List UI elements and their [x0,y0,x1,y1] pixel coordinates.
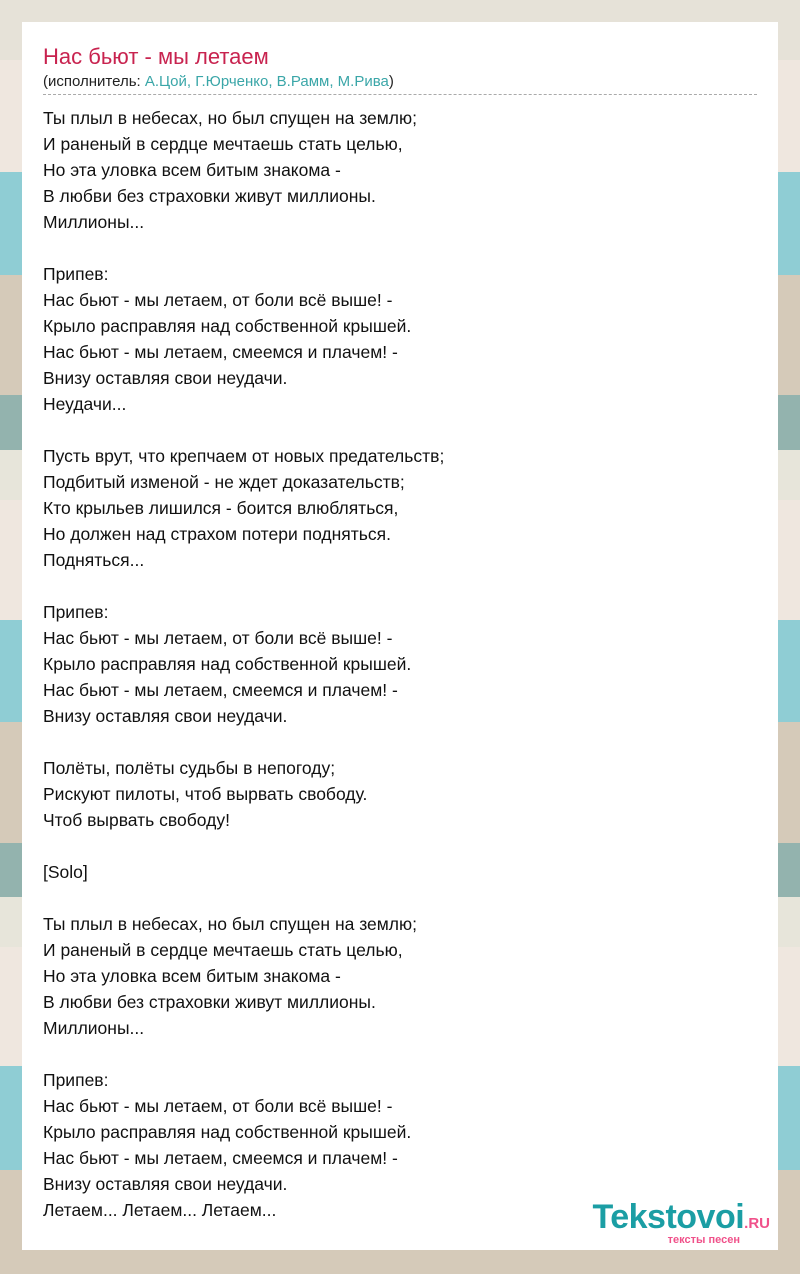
logo-tagline: тексты песен [667,1234,740,1246]
logo-main: Tekstovoi [592,1198,745,1236]
performer-links[interactable]: А.Цой, Г.Юрченко, В.Рамм, М.Рива [144,73,389,90]
lyrics-panel [22,22,778,1250]
lyrics-text: Ты плыл в небесах, но был спущен на землю; И раненый в сердце мечтаешь стать целью, Но эта уловка всем битым знакома - В любви без страховки живут миллионы. Миллионы... Припев: Нас бьют - мы летаем, от боли всё выше! - Крыло расправляя над собственной крышей. Нас бьют - мы летаем, смеемся и плачем! - Внизу оставляя свои неудачи. Неудачи... Пусть врут, что крепчаем от новых предательств; Подбитый изменой - не ждет доказательств; Кто крыльев лишился - боится влюбляться, Но должен над страхом потери подняться. Подняться... Припев: Нас бьют - мы летаем, от боли всё выше! - Крыло расправляя над собственной крышей. Нас бьют - мы летаем, смеемся и плачем! - Внизу оставляя свои неудачи. Полёты, полёты судьбы в непогоду; Рискуют пилоты, чтоб вырвать свободу. Чтоб вырвать свободу! [Solo] Ты плыл в небесах, но был спущен на землю; И раненый в сердце мечтаешь стать целью, Но эта уловка всем битым знакома - В любви без страховки живут миллионы. Миллионы... Припев: Нас бьют - мы летаем, от боли всё выше! - Крыло расправляя над собственной крышей. Нас бьют - мы летаем, смеемся и плачем! - Внизу оставляя свои неудачи. Летаем... Летаем... Летаем... [43,108,445,1220]
performer-close: ) [388,73,394,90]
performer-line [43,73,757,95]
performer-label: (исполнитель: [43,73,145,90]
site-logo[interactable] [592,1198,770,1246]
logo-ru: .RU [744,1215,770,1232]
song-title: Нас бьют - мы летаем [43,44,269,69]
